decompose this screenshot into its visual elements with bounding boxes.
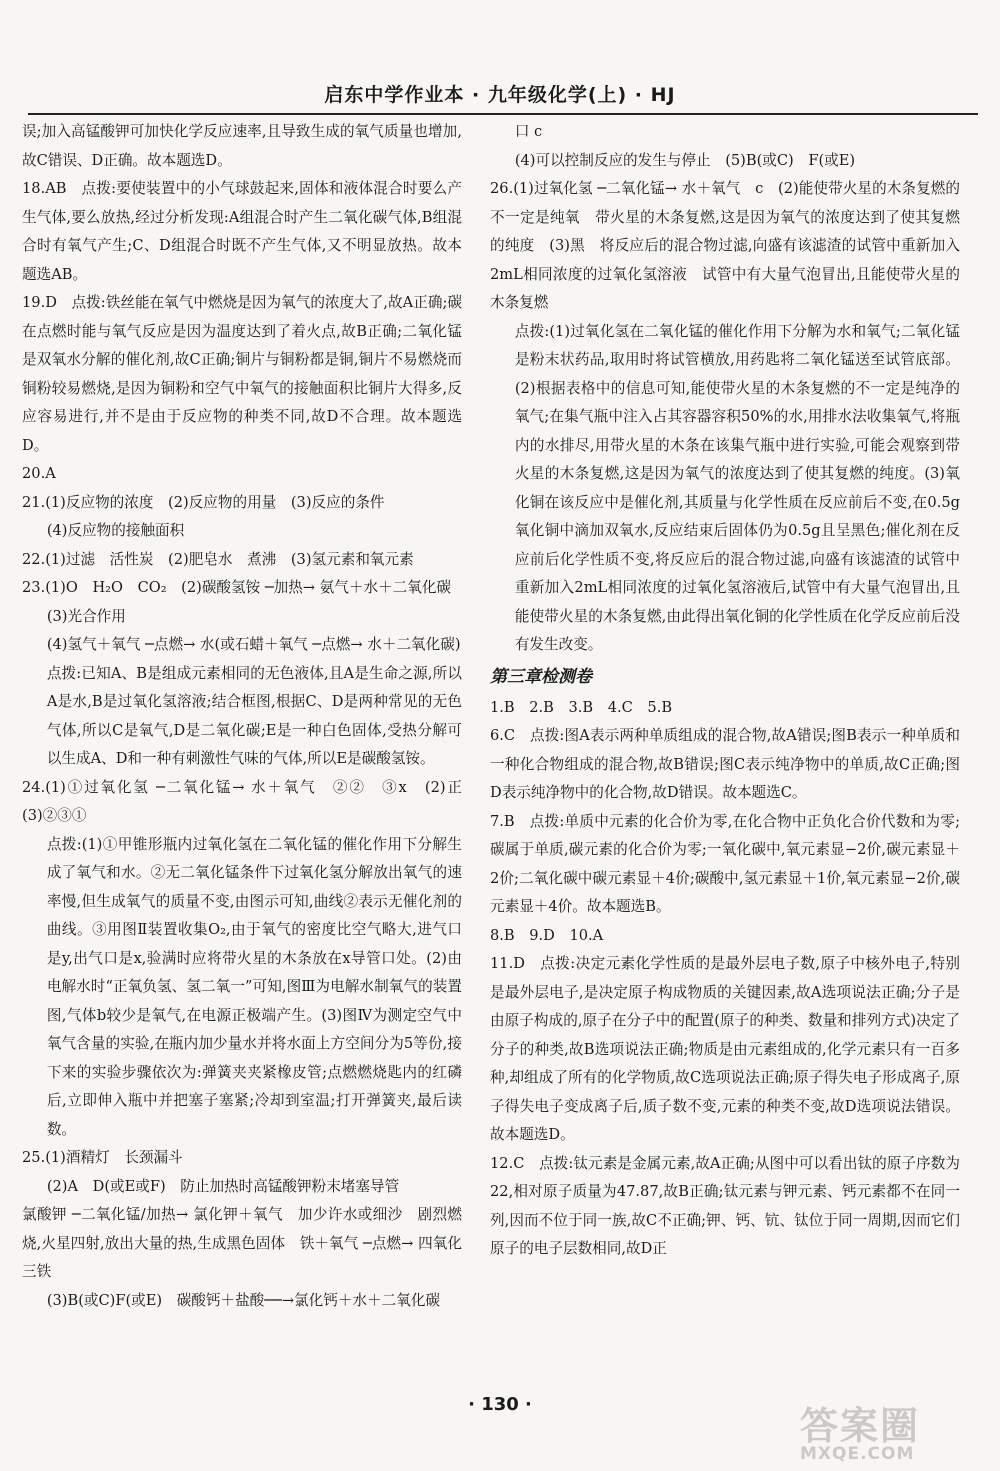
answer-12: 12.C 点拨:钛元素是金属元素,故A正确;从图中可以看出钛的原子序数为22,相对原子质量为47.87,故B正确;钛元素与钾元素、钙元素都不在同一列,因而不位于同一族,故C不正确;钾、钙、钪、钛位于同一周期,因而它们原子的电子层数相同,故D正 bbox=[490, 1154, 960, 1257]
answer-24: 24.(1)①过氧化氢 ─二氧化锰→ 水＋氧气 ②② ③x (2)正 (3)②③① bbox=[22, 778, 477, 824]
answer-26-hint: 点拨:(1)过氧化氢在二氧化锰的催化作用下分解为水和氧气;二氧化锰是粉末状药品,取用时将试管横放,用药匙将二氧化锰送至试管底部。(2)根据表格中的信息可知,能使带火星的木条复燃的不一定是纯净的氧气;在集气瓶中注入占其容器容积50%的水,用排水法收集氧气,将瓶内的水排尽,用带火星的木条在该集气瓶中进行实验,可能会观察到带火星的木条复燃,这是因为氧气的浓度达到了使其复燃的纯度。(3)氧化铜在该反应中是催化剂,其质量与化学性质在反应前后不变,在0.5g氧化铜中滴加双氧水,反应结束后固体仍为0.5g且呈黑色;催化剂在反应前后化学性质不变,将反应后的混合物过滤,向盛有该滤渣的试管中重新加入2mL相同浓度的过氧化氢溶液后,试管中有大量气泡冒出,且能使带火星的木条复燃,由此得出氧化铜的化学性质在化学反应前后没有发生改变。 bbox=[514, 322, 960, 653]
answer-23: 23.(1)O H₂O CO₂ (2)碳酸氢铵 ─加热→ 氨气＋水＋二氧化碳 bbox=[22, 579, 452, 596]
right-column bbox=[490, 118, 960, 1264]
watermark-url: MXQE.COM bbox=[800, 1444, 915, 1464]
answer-7: 7.B 点拨:单质中元素的化合价为零,在化合物中正负化合价代数和为零;碳属于单质,碳元素的化合价为零;一氧化碳中,氧元素显−2价,碳元素显＋2价;二氧化碳中碳元素显＋4价;碳酸中,氢元素显＋1价,氧元素显−2价,碳元素显＋4价。故本题选B。 bbox=[490, 812, 960, 915]
answer-block-17-cont: 误;加入高锰酸钾可加快化学反应速率,且导致生成的氧气质量也增加,故C错误、D正确。故本题选D。 bbox=[22, 123, 462, 169]
answer-25-equation: 氯酸钾 ─二氧化锰/加热→ 氯化钾＋氧气 加少许水或细沙 剧烈燃烧,火星四射,放出大量的热,生成黑色固体 铁＋氧气 ─点燃→ 四氧化三铁 bbox=[22, 1206, 462, 1280]
answer-6: 6.C 点拨:图A表示两种单质组成的混合物,故A错误;图B表示一种单质和一种化合物组成的混合物,故B错误;图C表示纯净物中的单质,故C正确;图D表示纯净物中的化合物,故D错误。故本题选C。 bbox=[490, 727, 960, 801]
chapter-heading: 第三章检测卷 bbox=[490, 666, 592, 687]
left-column bbox=[22, 118, 477, 1315]
answer-22: 22.(1)过滤 活性炭 (2)肥皂水 煮沸 (3)氢元素和氧元素 bbox=[22, 550, 414, 568]
answer-25-part3: (3)B(或C)F(或E) 碳酸钙＋盐酸──→氯化钙＋水＋二氧化碳 bbox=[46, 1291, 441, 1309]
answers-1-5: 1.B 2.B 3.B 4.C 5.B bbox=[490, 698, 673, 716]
answer-25-cont: 口 c bbox=[514, 123, 543, 140]
page-number: · 130 · bbox=[468, 1394, 532, 1415]
answer-23-part4: (4)氢气＋氧气 ─点燃→ 水(或石蜡＋氧气 ─点燃→ 水＋二氧化碳) bbox=[46, 636, 461, 653]
answer-26: 26.(1)过氧化氢 ─二氧化锰→ 水＋氧气 c (2)能使带火星的木条复燃的不一定是纯氧 带火星的木条复燃,这是因为氧气的浓度达到了使其复燃的纯度 (3)黑 将反应后的混合物过滤,向盛有该滤渣的试管中重新加入2mL相同浓度的过氧化氢溶液 试管中有大量气泡冒出,且能使带火星的木条复燃 bbox=[490, 180, 960, 311]
answer-21-part4: (4)反应物的接触面积 bbox=[46, 522, 185, 539]
answer-23-hint: 点拨:已知A、B是组成元素相同的无色液体,且A是生命之源,所以A是水,B是过氧化氢溶液;结合框图,根据C、D是两种常见的无色气体,所以C是氧气,D是二氧化碳;E是一种白色固体,受热分解可以生成A、D和一种有刺激性气味的气体,所以E是碳酸氢铵。 bbox=[46, 664, 462, 767]
watermark-logo bbox=[800, 1395, 985, 1463]
answer-20: 20.A bbox=[22, 465, 56, 482]
answer-19: 19.D 点拨:铁丝能在氧气中燃烧是因为氧气的浓度大了,故A正确;碳在点燃时能与氧气反应是因为温度达到了着火点,故B正确;二氧化锰是双氧水分解的催化剂,故C正确;铜片与铜粉都是铜,铜片不易燃烧而铜粉较易燃烧,是因为铜粉和空气中氧气的接触面积比铜片大得多,反应容易进行,并不是由于反应物的种类不同,故D不合理。故本题选D。 bbox=[22, 294, 462, 454]
answer-21: 21.(1)反应物的浓度 (2)反应物的用量 (3)反应的条件 bbox=[22, 493, 385, 511]
watermark-text: 答案圈 bbox=[800, 1404, 921, 1448]
answer-25-part2: (2)A D(或E或F) 防止加热时高锰酸钾粉末堵塞导管 bbox=[46, 1177, 400, 1195]
answer-23-part3: (3)光合作用 bbox=[46, 607, 126, 625]
header-divider bbox=[28, 113, 978, 115]
answer-24-hint: 点拨:(1)①甲锥形瓶内过氧化氢在二氧化锰的催化作用下分解生成了氧气和水。②无二氧化锰条件下过氧化氢分解放出氧气的速率慢,但生成氧气的质量不变,由图示可知,曲线②表示无催化剂的曲线。③用图Ⅱ装置收集O₂,由于氧气的密度比空气略大,进气口是y,出气口是x,验满时应将带火星的木条放在x导管口处。(2)由电解水时“正氧负氢、氢二氧一”可知,图Ⅲ为电解水制氧气的装置图,气体b较少是氧气,在电源正极端产生。(3)图Ⅳ为测定空气中氧气含量的实验,在瓶内加少量水并将水面上方空间分为5等份,接下来的实验步骤依次为:弹簧夹夹紧橡皮管;点燃燃烧匙内的红磷后,立即伸入瓶中并把塞子塞紧;冷却到室温;打开弹簧夹,最后读数。 bbox=[46, 835, 462, 1138]
answers-8-10: 8.B 9.D 10.A bbox=[490, 926, 604, 944]
answer-11: 11.D 点拨:决定元素化学性质的是最外层电子数,原子中核外电子,特别是最外层电子,是决定原子构成物质的关键因素,故A选项说法正确;分子是由原子构成的,原子在分子中的配置(原子的种类、数量和排列方式)决定了分子的种类,故B选项说法正确;物质是由元素组成的,化学元素只有一百多种,却组成了所有的化学物质,故C选项说法正确;原子得失电子形成离子,原子得失电子变成离子后,质子数不变,元素的种类不变,故D选项说法错误。故本题选D。 bbox=[490, 955, 960, 1143]
answer-25-part4: (4)可以控制反应的发生与停止 (5)B(或C) F(或E) bbox=[514, 151, 856, 169]
answer-25: 25.(1)酒精灯 长颈漏斗 bbox=[22, 1149, 183, 1166]
answer-18: 18.AB 点拨:要使装置中的小气球鼓起来,固体和液体混合时要么产生气体,要么放热,经过分析发现:A组混合时产生二氧化碳气体,B组混合时有氧气产生;C、D组混合时既不产生气体,又不明显放热。故本题选AB。 bbox=[22, 180, 462, 283]
page-header: 启东中学作业本 · 九年级化学(上) · HJ bbox=[324, 84, 676, 106]
